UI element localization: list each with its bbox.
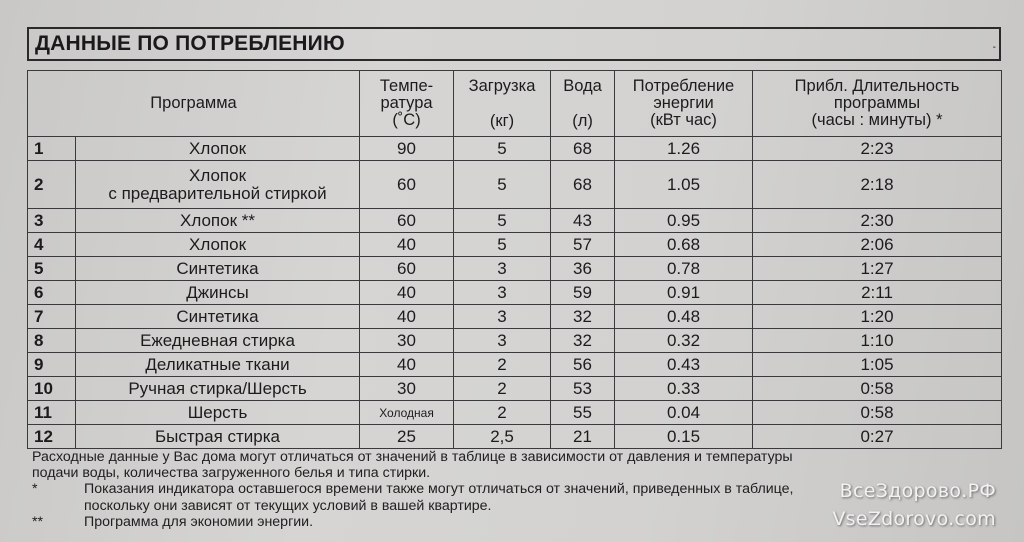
program-name-line: Хлопок (189, 234, 247, 254)
program-name-line: Быстрая стирка (155, 426, 281, 446)
row-number: 10 (28, 377, 76, 401)
table-row (28, 281, 1002, 305)
table-row (28, 305, 1002, 329)
row-number: 1 (28, 137, 76, 161)
duration-cell: 0:58 (753, 377, 1002, 401)
program-name (76, 353, 360, 377)
load-cell: 3 (454, 257, 551, 281)
consumption-table (27, 70, 1002, 449)
temperature-cell: 30 (360, 377, 454, 401)
energy-cell: 0.43 (615, 353, 753, 377)
row-number: 9 (28, 353, 76, 377)
water-cell: 32 (551, 305, 615, 329)
table-row (28, 257, 1002, 281)
footnote-marker: ** (32, 513, 44, 530)
section-header (27, 27, 1001, 61)
energy-cell: 0.78 (615, 257, 753, 281)
load-cell: 2,5 (454, 425, 551, 449)
duration-cell: 2:11 (753, 281, 1002, 305)
duration-cell: 1:20 (753, 305, 1002, 329)
program-name (76, 401, 360, 425)
program-name-line: Ручная стирка/Шерсть (128, 378, 307, 398)
load-cell: 5 (454, 233, 551, 257)
program-name-line: Синтетика (176, 306, 259, 326)
footnote-marker: * (32, 481, 38, 498)
footnote-marker (32, 498, 84, 514)
water-cell: 21 (551, 425, 615, 449)
program-name-line: Хлопок (189, 165, 247, 185)
water-cell: 68 (551, 137, 615, 161)
water-cell: 57 (551, 233, 615, 257)
program-name (76, 281, 360, 305)
water-cell: 43 (551, 209, 615, 233)
program-name-line: Джинсы (186, 282, 249, 302)
row-number: 3 (28, 209, 76, 233)
temperature-cell: 60 (360, 161, 454, 209)
table-row (28, 425, 1002, 449)
temperature-cell: 60 (360, 209, 454, 233)
row-number: 6 (28, 281, 76, 305)
table-row (28, 161, 1002, 209)
program-name (76, 161, 360, 209)
load-cell: 2 (454, 401, 551, 425)
program-name (76, 209, 360, 233)
row-number: 12 (28, 425, 76, 449)
load-cell: 2 (454, 377, 551, 401)
duration-cell: 2:18 (753, 161, 1002, 209)
water-cell: 55 (551, 401, 615, 425)
water-cell: 68 (551, 161, 615, 209)
program-name (76, 137, 360, 161)
program-name-line: Деликатные ткани (145, 354, 290, 374)
table-row (28, 377, 1002, 401)
program-name-line: Шерсть (187, 402, 248, 422)
energy-cell: 0.32 (615, 329, 753, 353)
temperature-cell: 30 (360, 329, 454, 353)
footnote-line (32, 465, 1007, 481)
energy-cell: 0.04 (615, 401, 753, 425)
row-number: 7 (28, 305, 76, 329)
row-number: 8 (28, 329, 76, 353)
table-row (28, 401, 1002, 425)
program-name (76, 425, 360, 449)
footnote-text: Расходные данные у Вас дома могут отличаться от значений в таблице в зависимости от давления и температуры (32, 449, 793, 465)
table-row (28, 329, 1002, 353)
footnote-text: Показания индикатора оставшегося времени также могут отличаться от значений, приведенных в таблице, (84, 481, 794, 498)
temperature-cell: 90 (360, 137, 454, 161)
temperature-cell: 25 (360, 425, 454, 449)
program-name (76, 305, 360, 329)
duration-cell: 2:06 (753, 233, 1002, 257)
duration-cell: 0:27 (753, 425, 1002, 449)
row-number: 2 (28, 161, 76, 209)
row-number: 11 (28, 401, 76, 425)
table-row (28, 353, 1002, 377)
program-name (76, 257, 360, 281)
duration-cell: 1:10 (753, 329, 1002, 353)
section-title: ДАННЫЕ ПО ПОТРЕБЛЕНИЮ (35, 32, 345, 55)
footnote-line (32, 449, 1007, 465)
energy-cell: 0.33 (615, 377, 753, 401)
water-cell: 56 (551, 353, 615, 377)
footnote-text: Программа для экономии энергии. (84, 513, 314, 530)
duration-cell: 2:30 (753, 209, 1002, 233)
energy-cell: 1.26 (615, 137, 753, 161)
column-header-temperature: Темпе- ратура (˚С) (360, 71, 454, 137)
duration-cell: 1:05 (753, 353, 1002, 377)
column-header-energy: Потребление энергии (кВт час) (615, 71, 753, 137)
energy-cell: 0.15 (615, 425, 753, 449)
temperature-cell: 40 (360, 281, 454, 305)
column-header-program: Программа (28, 71, 360, 137)
temperature-cell: 60 (360, 257, 454, 281)
water-cell: 59 (551, 281, 615, 305)
duration-cell: 0:58 (753, 401, 1002, 425)
duration-cell: 1:27 (753, 257, 1002, 281)
program-name-line: Хлопок ** (180, 210, 255, 230)
load-cell: 3 (454, 305, 551, 329)
temperature-cell: 40 (360, 305, 454, 329)
table-header-row (28, 71, 1002, 137)
energy-cell: 0.48 (615, 305, 753, 329)
water-cell: 53 (551, 377, 615, 401)
load-cell: 5 (454, 161, 551, 209)
energy-cell: 1.05 (615, 161, 753, 209)
temperature-cell: 40 (360, 353, 454, 377)
column-header-duration: Прибл. Длительность программы (часы : минуты) * (753, 71, 1002, 137)
load-cell: 5 (454, 137, 551, 161)
duration-cell: 2:23 (753, 137, 1002, 161)
program-name (76, 329, 360, 353)
temperature-cell: Холодная (360, 401, 454, 425)
watermark-cyrillic: ВсеЗдорово.РФ (839, 480, 996, 502)
program-name-line: Ежедневная стирка (140, 330, 295, 350)
program-name-line: Хлопок (189, 138, 247, 158)
corner-mark: - (992, 42, 996, 53)
temperature-cell: 40 (360, 233, 454, 257)
footnote-text: поскольку они зависят от текущих условий в вашей квартире. (84, 497, 492, 514)
program-name-line: Синтетика (176, 258, 259, 278)
water-cell: 36 (551, 257, 615, 281)
energy-cell: 0.95 (615, 209, 753, 233)
energy-cell: 0.68 (615, 233, 753, 257)
row-number: 4 (28, 233, 76, 257)
load-cell: 2 (454, 353, 551, 377)
table-row (28, 209, 1002, 233)
table-row (28, 137, 1002, 161)
column-header-load: Загрузка (кг) (454, 71, 551, 137)
program-name-line: с предварительной стиркой (108, 183, 327, 203)
program-name (76, 233, 360, 257)
column-header-water: Вода (л) (551, 71, 615, 137)
load-cell: 3 (454, 329, 551, 353)
load-cell: 5 (454, 209, 551, 233)
footnote-text: подачи воды, количества загруженного белья и типа стирки. (32, 465, 431, 482)
energy-cell: 0.91 (615, 281, 753, 305)
watermark-latin: VseZdorovo.com (832, 508, 996, 530)
load-cell: 3 (454, 281, 551, 305)
program-name (76, 377, 360, 401)
water-cell: 32 (551, 329, 615, 353)
row-number: 5 (28, 257, 76, 281)
table-row (28, 233, 1002, 257)
